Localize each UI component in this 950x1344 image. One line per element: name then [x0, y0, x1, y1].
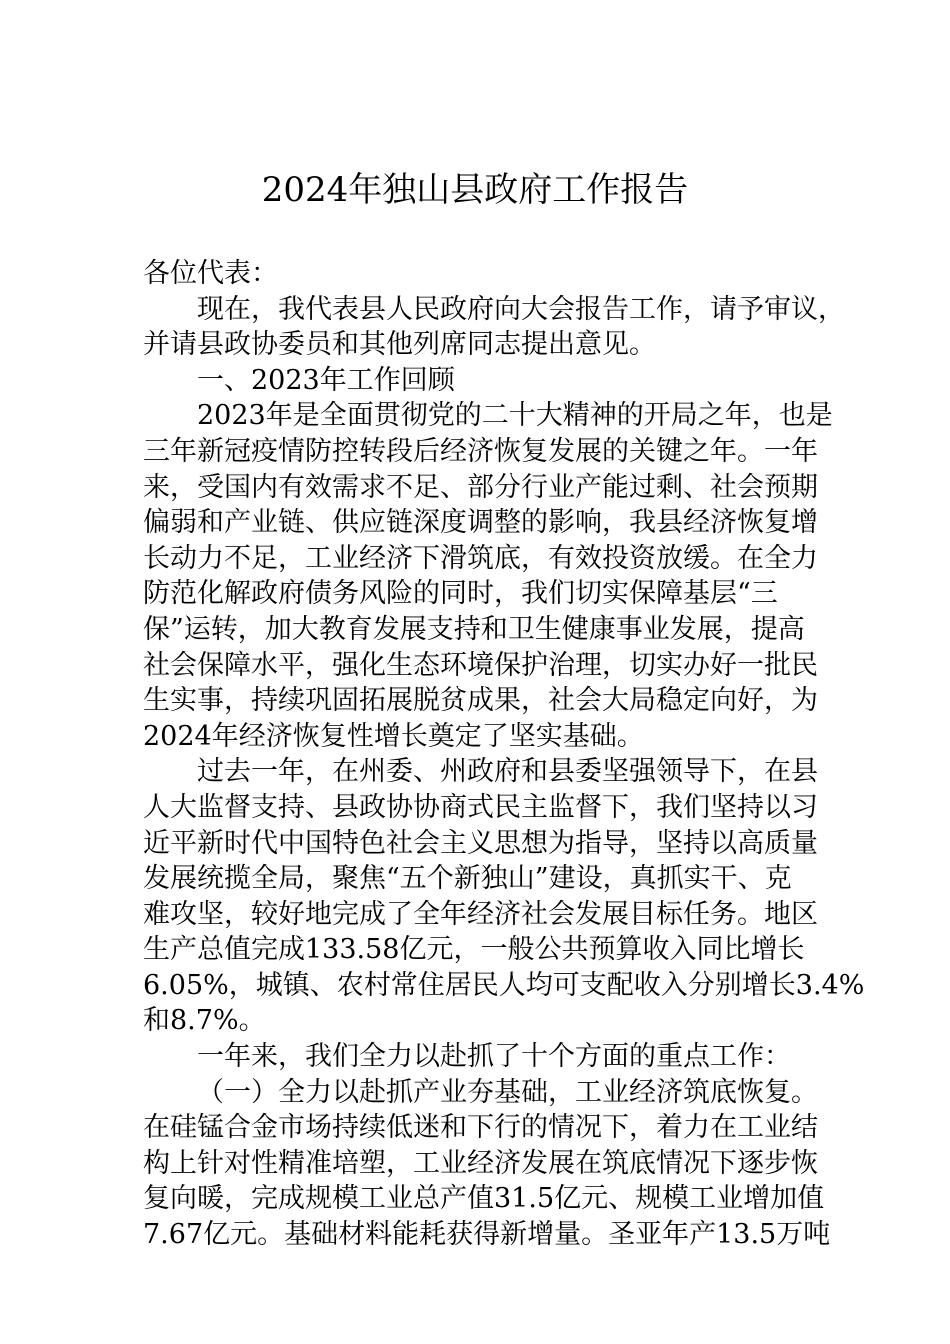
- subsection-heading: （一）全力以赴抓产业夯基础，工业经济筑底恢复。: [197, 1076, 818, 1108]
- paragraph-line: 生产总值完成133.58亿元，一般公共预算收入同比增长: [143, 934, 805, 966]
- paragraph-line: 在硅锰合金市场持续低迷和下行的情况下，着力在工业结: [143, 1112, 818, 1144]
- paragraph-line: 并请县政协委员和其他列席同志提出意见。: [143, 329, 656, 361]
- paragraph-line: 三年新冠疫情防控转段后经济恢复发展的关键之年。一年: [143, 435, 818, 467]
- paragraph-line: 社会保障水平，强化生态环境保护治理，切实办好一批民: [143, 649, 818, 681]
- paragraph-line: 现在，我代表县人民政府向大会报告工作，请予审议，: [197, 293, 845, 325]
- paragraph-line: 生实事，持续巩固拓展脱贫成果，社会大局稳定向好，为: [143, 685, 818, 717]
- paragraph-line: 难攻坚，较好地完成了全年经济社会发展目标任务。地区: [143, 898, 818, 930]
- paragraph-line: 构上针对性精准培塑，工业经济发展在筑底情况下逐步恢: [143, 1147, 818, 1179]
- paragraph-line: 一年来，我们全力以赴抓了十个方面的重点工作：: [197, 1041, 791, 1073]
- paragraph-line: 过去一年，在州委、州政府和县委坚强领导下，在县: [197, 756, 818, 788]
- paragraph-line: 和8.7%。: [143, 1005, 266, 1037]
- paragraph-line: 6.05%，城镇、农村常住居民人均可支配收入分别增长3.4%: [143, 969, 865, 1001]
- paragraph-line: 2024年经济恢复性增长奠定了坚实基础。: [143, 720, 644, 752]
- salutation: 各位代表：: [143, 258, 278, 289]
- paragraph-line: 来，受国内有效需求不足、部分行业产能过剩、社会预期: [143, 471, 818, 503]
- document-body: [143, 256, 865, 1253]
- paragraph-line: 发展统揽全局，聚焦“五个新独山”建设，真抓实干、克: [143, 863, 792, 895]
- paragraph-line: 保”运转，加大教育发展支持和卫生健康事业发展，提高: [143, 613, 805, 645]
- paragraph-line: 2023年是全面贯彻党的二十大精神的开局之年，也是: [197, 400, 833, 432]
- paragraph-line: 复向暖，完成规模工业总产值31.5亿元、规模工业增加值: [143, 1183, 825, 1215]
- section-heading: 一、2023年工作回顾: [197, 364, 455, 396]
- paragraph-line: 近平新时代中国特色社会主义思想为指导，坚持以高质量: [143, 827, 818, 859]
- paragraph-line: 长动力不足，工业经济下滑筑底，有效投资放缓。在全力: [143, 542, 818, 574]
- document-title: 2024年独山县政府工作报告: [261, 170, 689, 210]
- paragraph-line: 防范化解政府债务风险的同时，我们切实保障基层“三: [143, 578, 778, 610]
- paragraph-line: 7.67亿元。基础材料能耗获得新增量。圣亚年产13.5万吨: [143, 1219, 831, 1251]
- paragraph-line: 偏弱和产业链、供应链深度调整的影响，我县经济恢复增: [143, 507, 818, 539]
- paragraph-line: 人大监督支持、县政协协商式民主监督下，我们坚持以习: [143, 791, 818, 823]
